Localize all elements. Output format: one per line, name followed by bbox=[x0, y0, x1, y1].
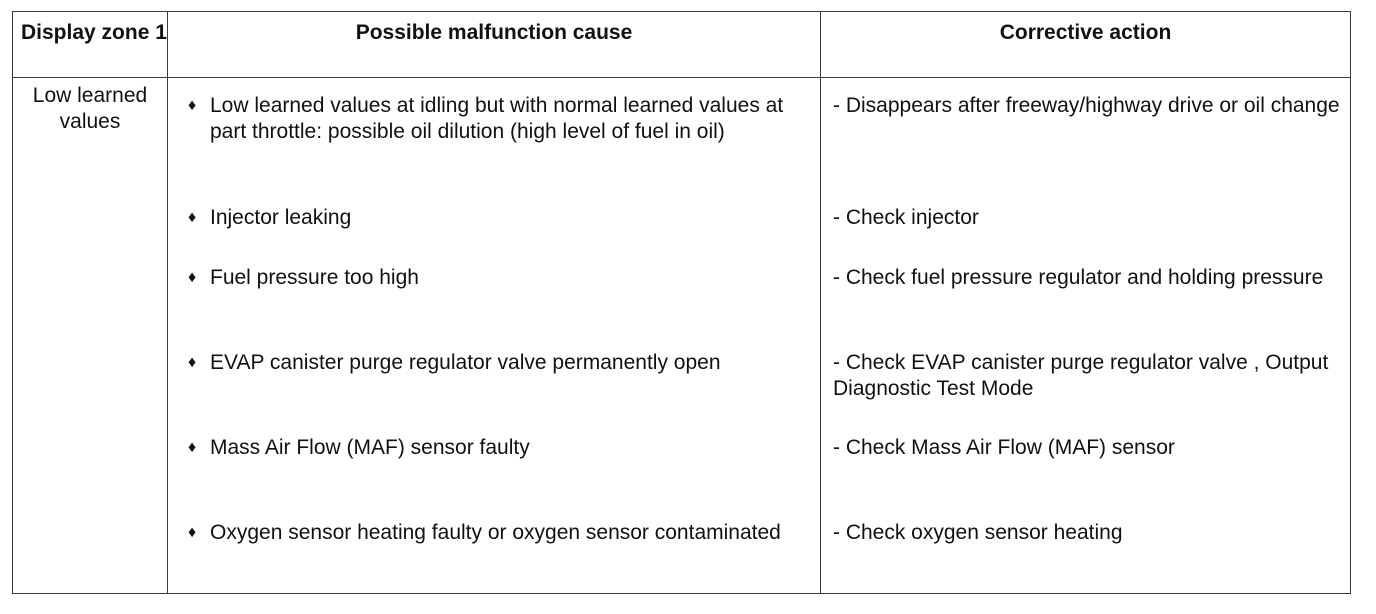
cause-item bbox=[188, 205, 812, 231]
action-item: - Check oxygen sensor heating bbox=[833, 521, 1123, 544]
header-malfunction-cause: Possible malfunction cause bbox=[168, 12, 821, 78]
header-corrective-action: Corrective action bbox=[821, 12, 1351, 78]
zone-value: Low learned values bbox=[32, 84, 148, 133]
diamond-bullet-icon: ♦ bbox=[188, 439, 197, 456]
table-row bbox=[13, 78, 1351, 594]
cause-item bbox=[188, 520, 812, 546]
cause-text: Injector leaking bbox=[210, 206, 352, 229]
diamond-bullet-icon: ♦ bbox=[188, 354, 197, 371]
cause-text: EVAP canister purge regulator valve permanently open bbox=[210, 351, 721, 374]
cause-text: Oxygen sensor heating faulty or oxygen sensor contaminated bbox=[210, 521, 781, 544]
diamond-bullet-icon: ♦ bbox=[188, 524, 197, 541]
actions-cell bbox=[821, 78, 1351, 594]
cause-item bbox=[188, 93, 812, 145]
zone-cell bbox=[13, 78, 168, 594]
cause-text: Low learned values at idling but with normal learned values at part throttle: possible oil dilution (high level of fuel in oil) bbox=[210, 94, 784, 143]
table-header-row bbox=[13, 12, 1351, 78]
action-item: - Check injector bbox=[833, 206, 979, 229]
action-item: - Check Mass Air Flow (MAF) sensor bbox=[833, 436, 1175, 459]
cause-item bbox=[188, 350, 812, 376]
cause-text: Mass Air Flow (MAF) sensor faulty bbox=[210, 436, 530, 459]
cause-item bbox=[188, 435, 812, 461]
action-item: - Disappears after freeway/highway drive or oil change bbox=[833, 94, 1340, 117]
header-display-zone: Display zone 1 bbox=[13, 12, 168, 78]
cause-text: Fuel pressure too high bbox=[210, 266, 419, 289]
action-item: - Check EVAP canister purge regulator valve , Output Diagnostic Test Mode bbox=[833, 351, 1329, 400]
action-item: - Check fuel pressure regulator and holding pressure bbox=[833, 266, 1324, 289]
diamond-bullet-icon: ♦ bbox=[188, 209, 197, 226]
diamond-bullet-icon: ♦ bbox=[188, 97, 197, 114]
causes-cell bbox=[168, 78, 821, 594]
diamond-bullet-icon: ♦ bbox=[188, 269, 197, 286]
cause-item bbox=[188, 265, 812, 291]
diagnostic-table bbox=[12, 11, 1351, 594]
